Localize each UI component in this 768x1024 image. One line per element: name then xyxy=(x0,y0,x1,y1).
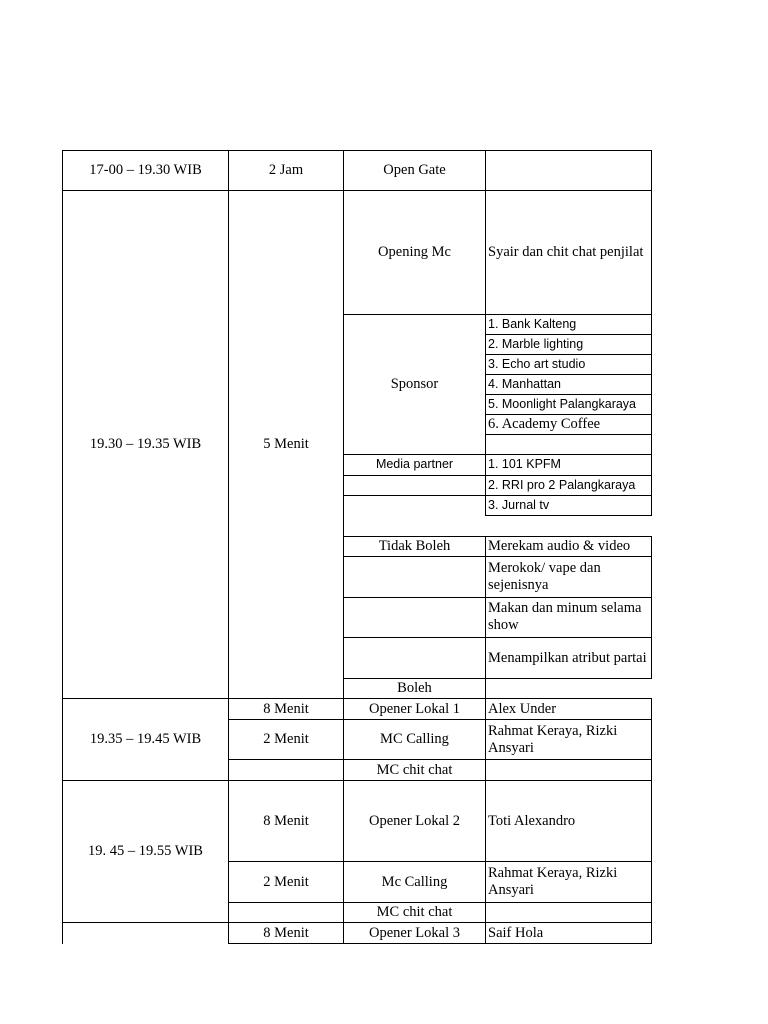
time-cell: 17-00 – 19.30 WIB xyxy=(89,162,202,178)
time-cell: 19.35 – 19.45 WIB xyxy=(89,731,202,747)
sponsor-item: 2. Marble lighting xyxy=(488,336,584,351)
activity-cell: MC chit chat xyxy=(376,903,453,920)
activity-cell: Opener Lokal 2 xyxy=(369,812,460,829)
duration-cell: 8 Menit xyxy=(263,812,309,829)
sponsor-item: 3. Echo art studio xyxy=(488,356,586,371)
duration-cell: 2 Menit xyxy=(263,873,309,890)
duration-cell: 2 Menit xyxy=(263,731,309,747)
activity-cell: MC chit chat xyxy=(376,761,453,778)
duration-cell: 8 Menit xyxy=(263,700,309,717)
duration-cell: 8 Menit xyxy=(263,924,309,941)
rule-item: Merokok/ vape dan sejenisnya xyxy=(488,560,601,593)
time-cell: 19. 45 – 19.55 WIB xyxy=(88,843,203,859)
duration-cell: 2 Jam xyxy=(268,162,304,178)
time-cell: 19.30 – 19.35 WIB xyxy=(89,436,202,452)
sponsor-item: 1. Bank Kalteng xyxy=(488,316,577,331)
rule-item: Merekam audio & video xyxy=(488,537,631,554)
media-partner-label: Media partner xyxy=(375,456,454,471)
sponsor-item: 6. Academy Coffee xyxy=(488,415,601,432)
detail-cell: Rahmat Keraya, Rizki Ansyari xyxy=(488,722,618,756)
sponsor-label: Sponsor xyxy=(390,376,439,392)
activity-cell: Opener Lokal 1 xyxy=(369,700,460,717)
tidak-boleh-label: Tidak Boleh xyxy=(378,537,451,554)
media-partner-item: 1. 101 KPFM xyxy=(488,457,561,471)
rule-item: Makan dan minum selama show xyxy=(488,600,642,633)
detail-cell: Toti Alexandro xyxy=(488,812,576,829)
sponsor-item: 5. Moonlight Palangkaraya xyxy=(488,396,637,411)
sponsor-item: 4. Manhattan xyxy=(488,376,561,391)
boleh-label: Boleh xyxy=(397,679,432,696)
media-partner-item: 3. Jurnal tv xyxy=(488,497,550,512)
activity-cell: Mc Calling xyxy=(381,873,448,890)
opening-mc-detail: Syair dan chit chat penjilat xyxy=(488,244,644,260)
media-partner-item: 2. RRI pro 2 Palangkaraya xyxy=(488,477,636,492)
opening-mc-label: Opening Mc xyxy=(378,244,451,260)
activity-cell: Opener Lokal 3 xyxy=(369,924,460,941)
detail-cell: Alex Under xyxy=(488,700,557,717)
detail-cell: Saif Hola xyxy=(488,924,544,941)
activity-cell: MC Calling xyxy=(380,731,449,747)
activity-cell: Open Gate xyxy=(383,162,446,178)
detail-cell: Rahmat Keraya, Rizki Ansyari xyxy=(488,865,618,898)
rule-item: Menampilkan atribut partai xyxy=(488,649,647,666)
duration-cell: 5 Menit xyxy=(263,436,309,452)
